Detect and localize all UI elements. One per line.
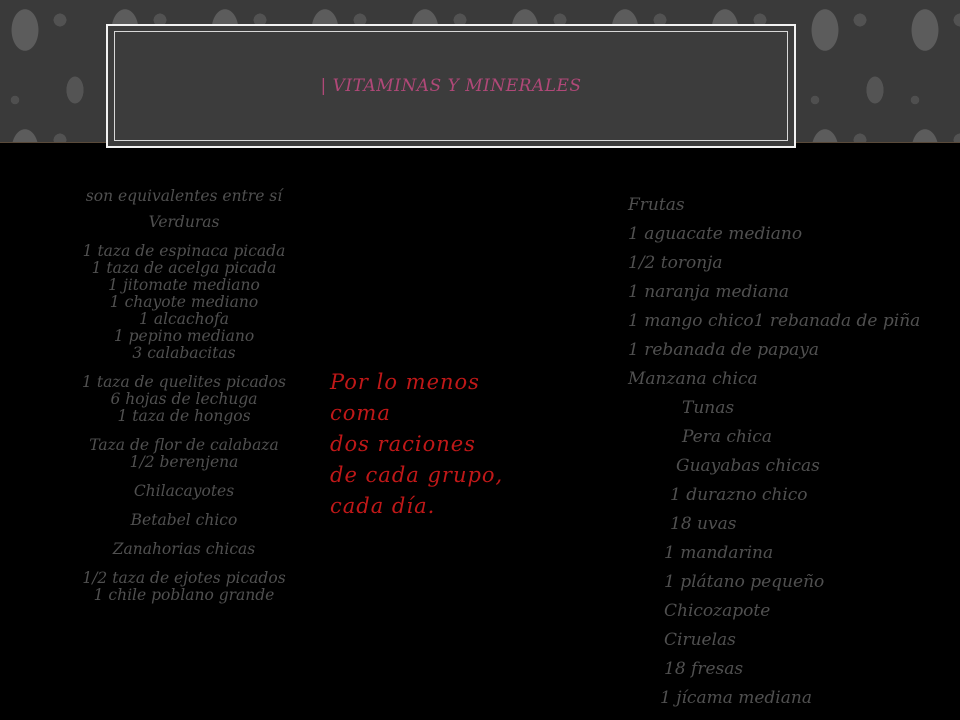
fruit-item: 1 naranja mediana — [628, 282, 790, 302]
vegetable-item: 1/2 taza de ejotes picados — [82, 569, 286, 587]
fruit-item: 1 mandarina — [664, 543, 774, 563]
vegetable-group — [60, 570, 308, 604]
vegetable-item: 1 jitomate mediano — [108, 276, 260, 294]
title-box-inner — [114, 31, 788, 141]
fruit-item: 1 durazno chico — [670, 485, 808, 505]
vegetable-item: 6 hojas de lechuga — [110, 390, 258, 408]
vegetable-group — [60, 214, 308, 231]
vegetable-item: 1 pepino mediano — [113, 327, 255, 345]
fruit-item: Chicozapote — [664, 601, 771, 621]
fruit-item: 18 fresas — [664, 659, 744, 679]
fruit-item: 1 rebanada de papaya — [628, 340, 820, 360]
vegetable-group — [60, 188, 308, 205]
recommendation-line: cada día. — [330, 494, 436, 518]
recommendation-line: Por lo menos — [330, 370, 480, 394]
title-box — [106, 24, 796, 148]
vegetable-item: 1 taza de espinaca picada — [82, 242, 286, 260]
vegetable-item: 1 taza de quelites picados — [82, 373, 286, 391]
vegetable-item: son equivalentes entre sí — [85, 187, 283, 205]
vegetable-item: Taza de flor de calabaza — [89, 436, 279, 454]
vegetable-item: Zanahorias chicas — [112, 540, 256, 558]
vegetable-group — [60, 541, 308, 558]
vegetable-group — [60, 374, 308, 425]
vegetable-item: 3 calabacitas — [132, 344, 236, 362]
vegetable-item: 1 taza de acelga picada — [91, 259, 277, 277]
vegetable-item: 1 chayote mediano — [109, 293, 259, 311]
fruit-item: 1 mango chico1 rebanada de piña — [628, 311, 921, 331]
vegetable-item: Chilacayotes — [133, 482, 235, 500]
recommendation-line: coma — [330, 401, 391, 425]
fruit-item: 1 plátano pequeño — [664, 572, 825, 592]
vegetables-column — [60, 188, 308, 616]
recommendation-line: de cada grupo, — [330, 463, 504, 487]
fruit-item: 1 aguacate mediano — [628, 224, 803, 244]
vegetable-item: Betabel chico — [130, 511, 238, 529]
vegetable-group — [60, 243, 308, 362]
fruit-item: Tunas — [682, 398, 735, 418]
fruit-item: Frutas — [628, 195, 685, 215]
fruit-item: Manzana chica — [628, 369, 758, 389]
fruit-item: 1/2 toronja — [628, 253, 723, 273]
slide-title: | VITAMINAS Y MINERALES — [320, 76, 582, 96]
vegetable-item: 1/2 berenjena — [129, 453, 239, 471]
fruit-item: Pera chica — [682, 427, 772, 447]
vegetable-item: 1 alcachofa — [139, 310, 229, 328]
vegetable-item: 1 taza de hongos — [117, 407, 251, 425]
fruit-item: 18 uvas — [670, 514, 737, 534]
fruit-item: Ciruelas — [664, 630, 736, 650]
vegetable-item: 1 chile poblano grande — [93, 586, 275, 604]
vegetable-group — [60, 512, 308, 529]
vegetable-group — [60, 483, 308, 500]
vegetable-item: Verduras — [148, 213, 220, 231]
recommendation-line: dos raciones — [330, 432, 476, 456]
recommendation-text — [330, 367, 503, 522]
vegetable-group — [60, 437, 308, 471]
fruit-item: 1 jícama mediana — [660, 688, 812, 708]
fruit-item: Guayabas chicas — [676, 456, 820, 476]
